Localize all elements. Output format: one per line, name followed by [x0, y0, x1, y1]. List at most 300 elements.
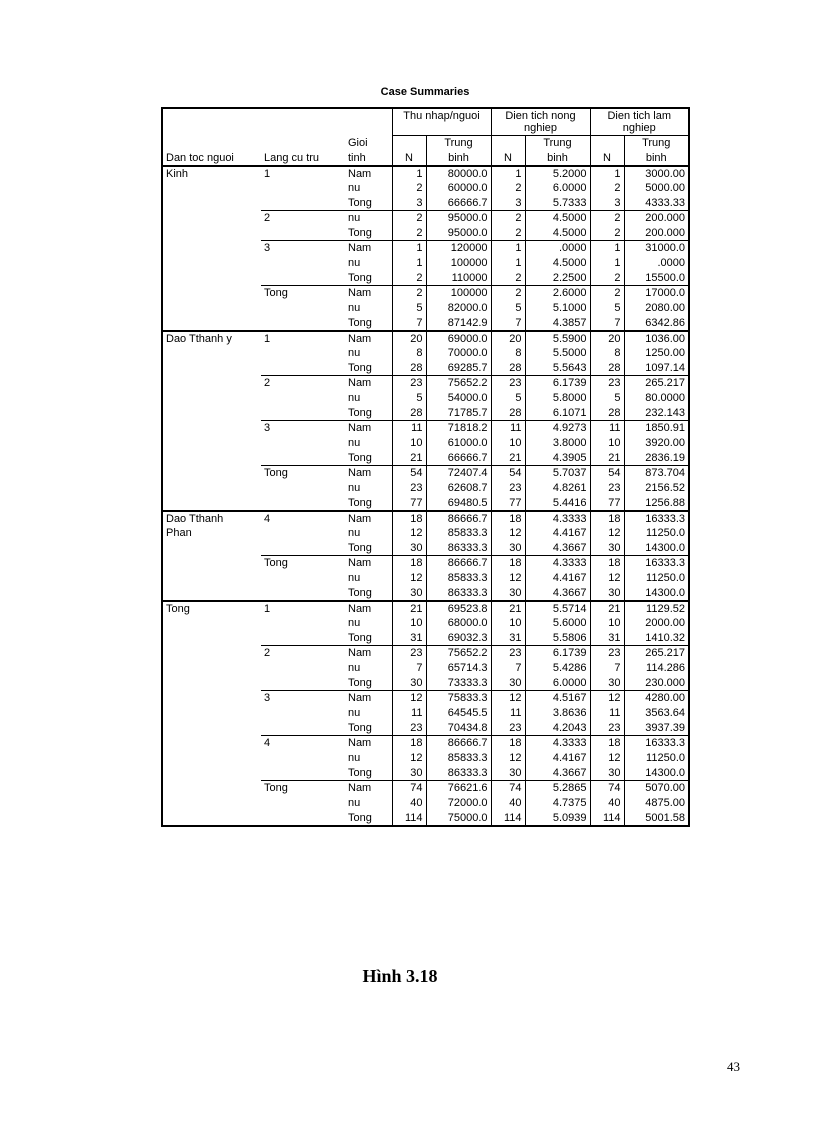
cell-ethnic: [162, 181, 261, 196]
cell-gender: nu: [348, 796, 361, 809]
cell-value: 75833.3: [426, 691, 491, 706]
cell-village: [261, 766, 345, 781]
cell-village: [261, 391, 345, 406]
table-row: [162, 781, 689, 796]
header-n-2: N: [491, 151, 525, 166]
cell-value: 54000.0: [426, 391, 491, 406]
cell-value: 69000.0: [426, 331, 491, 346]
cell-value: 11: [392, 706, 426, 721]
cell-value: 1: [491, 256, 525, 271]
cell-value: 11: [392, 421, 426, 436]
cell-gender: nu: [348, 616, 361, 629]
cell-ethnic: Dao Tthanh y: [162, 331, 261, 346]
cell-village: [261, 676, 345, 691]
cell-village: [261, 481, 345, 496]
cell-ethnic: Kinh: [162, 166, 261, 181]
cell-ethnic: [162, 766, 261, 781]
cell-value: 23: [392, 721, 426, 736]
cell-value: 69285.7: [426, 361, 491, 376]
cell-value: 18: [491, 736, 525, 751]
cell-gender: Nam: [348, 737, 372, 749]
cell-value: 1410.32: [624, 631, 689, 646]
cell-value: 1: [590, 256, 624, 271]
cell-value: 5.5643: [525, 361, 590, 376]
table-row: [162, 451, 689, 466]
cell-value: 77: [590, 496, 624, 511]
cell-value: 86666.7: [426, 511, 491, 526]
cell-value: 16333.3: [624, 511, 689, 526]
cell-gender: Tong: [345, 226, 392, 241]
cell-gender: Nam: [348, 647, 372, 659]
cell-ethnic: [162, 661, 261, 676]
cell-value: 1: [590, 166, 624, 181]
cell-village: [261, 526, 345, 541]
cell-value: 74: [491, 781, 525, 796]
cell-value: 30: [590, 676, 624, 691]
cell-value: 54: [491, 466, 525, 481]
cell-village: Tong: [264, 287, 288, 299]
cell-value: 1850.91: [624, 421, 689, 436]
cell-value: 3: [590, 196, 624, 211]
cell-value: 30: [392, 586, 426, 601]
cell-village: Tong: [264, 782, 288, 794]
cell-value: 3.8000: [525, 436, 590, 451]
cell-village: [261, 811, 345, 826]
cell-value: 6.0000: [525, 676, 590, 691]
cell-value: 14300.0: [624, 541, 689, 556]
cell-value: 71785.7: [426, 406, 491, 421]
cell-ethnic: [162, 571, 261, 586]
cell-value: 10: [392, 616, 426, 631]
cell-value: 12: [590, 751, 624, 766]
cell-value: 23: [590, 376, 624, 391]
cell-village: 2: [264, 647, 271, 659]
cell-value: 23: [392, 646, 426, 661]
cell-value: 74: [590, 781, 624, 796]
cell-value: 23: [392, 481, 426, 496]
cell-ethnic: [162, 691, 261, 706]
cell-value: 2156.52: [624, 481, 689, 496]
table-row: [162, 436, 689, 451]
table-row: [162, 721, 689, 736]
table-row: [162, 226, 689, 241]
cell-value: 2: [392, 211, 426, 226]
cell-village: [261, 361, 345, 376]
table-row: [162, 616, 689, 631]
cell-gender: Tong: [345, 271, 392, 286]
cell-gender: Nam: [348, 602, 372, 615]
cell-value: 2.2500: [525, 271, 590, 286]
cell-value: 4875.00: [624, 796, 689, 811]
cell-value: 4.5167: [525, 691, 590, 706]
cell-value: 23: [491, 646, 525, 661]
cell-value: 28: [392, 361, 426, 376]
table-row: [162, 691, 689, 706]
cell-value: 18: [491, 556, 525, 571]
cell-value: 77: [392, 496, 426, 511]
cell-value: 6.1739: [525, 376, 590, 391]
table-row: [162, 271, 689, 286]
cell-gender: Nam: [348, 242, 372, 254]
cell-ethnic: [162, 706, 261, 721]
cell-ethnic: [162, 736, 261, 751]
cell-village: [261, 796, 345, 811]
cell-ethnic: [162, 811, 261, 826]
cell-village: [261, 226, 345, 241]
cell-value: 10: [491, 436, 525, 451]
cell-village: [261, 706, 345, 721]
cell-value: 18: [392, 736, 426, 751]
cell-value: 5.5000: [525, 346, 590, 361]
table-row: [162, 346, 689, 361]
cell-value: 230.000: [624, 676, 689, 691]
cell-value: 5: [392, 301, 426, 316]
cell-value: 2: [491, 286, 525, 301]
table-row: [162, 556, 689, 571]
cell-value: 2836.19: [624, 451, 689, 466]
page-number: 43: [727, 1059, 740, 1074]
table-row: [162, 571, 689, 586]
cell-value: 21: [491, 601, 525, 616]
cell-ethnic: [162, 586, 261, 601]
cell-value: 18: [590, 511, 624, 526]
table-row: [162, 196, 689, 211]
cell-gender: nu: [348, 301, 361, 314]
header-gender-1: Gioi: [348, 136, 368, 149]
cell-value: 6.1739: [525, 646, 590, 661]
table-row: [162, 376, 689, 391]
cell-value: 16333.3: [624, 556, 689, 571]
cell-value: 4.5000: [525, 211, 590, 226]
cell-gender: nu: [348, 212, 361, 224]
cell-value: 5.8000: [525, 391, 590, 406]
cell-value: 5: [590, 301, 624, 316]
cell-ethnic: [162, 751, 261, 766]
cell-village: [261, 496, 345, 511]
cell-value: 12: [392, 751, 426, 766]
cell-value: 3: [392, 196, 426, 211]
cell-value: 1129.52: [624, 601, 689, 616]
cell-ethnic: [162, 226, 261, 241]
cell-value: 54: [590, 466, 624, 481]
cell-value: 2: [590, 271, 624, 286]
cell-value: 28: [491, 361, 525, 376]
cell-value: 54: [392, 466, 426, 481]
cell-value: 12: [392, 691, 426, 706]
cell-ethnic: [162, 256, 261, 271]
table-row: [162, 241, 689, 256]
header-village: Lang cu tru: [261, 151, 345, 166]
header-ethnic: Dan toc nguoi: [162, 151, 261, 166]
cell-ethnic: [162, 481, 261, 496]
header-forest-area: Dien tich lam nghiep: [590, 108, 689, 136]
header-mean-1b: binh: [426, 151, 491, 166]
cell-value: 5000.00: [624, 181, 689, 196]
table-row: [162, 301, 689, 316]
cell-value: 66666.7: [426, 451, 491, 466]
cell-value: 23: [491, 376, 525, 391]
cell-value: 1256.88: [624, 496, 689, 511]
cell-value: 12: [491, 691, 525, 706]
cell-ethnic: [162, 796, 261, 811]
cell-value: 265.217: [624, 646, 689, 661]
cell-value: 2: [392, 226, 426, 241]
cell-value: 4.9273: [525, 421, 590, 436]
cell-value: 40: [392, 796, 426, 811]
cell-value: 11: [590, 421, 624, 436]
cell-value: 40: [491, 796, 525, 811]
cell-value: 114: [590, 811, 624, 826]
cell-value: 1: [392, 166, 426, 181]
cell-value: 5.4286: [525, 661, 590, 676]
cell-value: 23: [590, 721, 624, 736]
cell-value: 4.3667: [525, 766, 590, 781]
cell-village: Tong: [264, 467, 288, 479]
cell-ethnic: [162, 286, 261, 301]
cell-village: [261, 406, 345, 421]
cell-value: 28: [392, 406, 426, 421]
cell-value: 3920.00: [624, 436, 689, 451]
cell-value: 2: [491, 226, 525, 241]
cell-value: 4333.33: [624, 196, 689, 211]
cell-value: 23: [590, 646, 624, 661]
cell-value: 1: [392, 256, 426, 271]
cell-value: 10: [491, 616, 525, 631]
cell-value: 30: [392, 766, 426, 781]
table-row: [162, 316, 689, 331]
cell-ethnic: [162, 346, 261, 361]
cell-value: 85833.3: [426, 751, 491, 766]
cell-value: 2.6000: [525, 286, 590, 301]
cell-village: [261, 541, 345, 556]
table-row: [162, 676, 689, 691]
cell-value: 4.5000: [525, 226, 590, 241]
table-row: [162, 286, 689, 301]
cell-value: 873.704: [624, 466, 689, 481]
cell-gender: Nam: [348, 167, 372, 180]
header-agri-area: Dien tich nong nghiep: [491, 108, 590, 136]
table-row: [162, 466, 689, 481]
cell-village: [261, 346, 345, 361]
cell-value: 100000: [426, 256, 491, 271]
cell-gender: Nam: [348, 332, 372, 345]
cell-value: 4.3905: [525, 451, 590, 466]
cell-value: 4.8261: [525, 481, 590, 496]
cell-ethnic: [162, 541, 261, 556]
cell-village: 3: [264, 422, 271, 434]
cell-gender: Nam: [348, 377, 372, 389]
cell-value: 5.2000: [525, 166, 590, 181]
cell-value: 5.7037: [525, 466, 590, 481]
cell-value: 64545.5: [426, 706, 491, 721]
cell-value: 74: [392, 781, 426, 796]
cell-value: 1: [491, 241, 525, 256]
header-n-3: N: [590, 151, 624, 166]
cell-value: 100000: [426, 286, 491, 301]
header-mean-3a: Trung: [624, 136, 689, 151]
cell-value: 11: [491, 421, 525, 436]
cell-value: 30: [590, 586, 624, 601]
cell-gender: nu: [348, 706, 361, 719]
table-row: [162, 811, 689, 826]
cell-gender: Tong: [345, 496, 392, 511]
cell-value: 14300.0: [624, 766, 689, 781]
cell-ethnic: [162, 781, 261, 796]
cell-value: 4.7375: [525, 796, 590, 811]
cell-value: 86666.7: [426, 736, 491, 751]
cell-value: 20: [590, 331, 624, 346]
cell-value: 18: [590, 556, 624, 571]
cell-value: 3937.39: [624, 721, 689, 736]
cell-ethnic: [162, 196, 261, 211]
cell-gender: nu: [348, 481, 361, 494]
cell-value: 2: [392, 271, 426, 286]
cell-gender: nu: [348, 256, 361, 269]
cell-value: 18: [491, 511, 525, 526]
cell-value: 1: [491, 166, 525, 181]
table-row: [162, 391, 689, 406]
cell-value: 232.143: [624, 406, 689, 421]
table-row: [162, 526, 689, 541]
cell-value: 5: [491, 391, 525, 406]
cell-gender: Nam: [348, 512, 372, 525]
cell-ethnic: [162, 361, 261, 376]
cell-value: 4.3857: [525, 316, 590, 331]
cell-gender: Nam: [348, 287, 372, 299]
cell-value: 7: [392, 316, 426, 331]
cell-value: 1: [590, 241, 624, 256]
cell-value: 2: [590, 211, 624, 226]
cell-value: 2080.00: [624, 301, 689, 316]
cell-value: 31: [491, 631, 525, 646]
cell-value: 5.7333: [525, 196, 590, 211]
table-row: [162, 421, 689, 436]
cell-value: 80.0000: [624, 391, 689, 406]
cell-value: 12: [491, 571, 525, 586]
cell-ethnic: [162, 466, 261, 481]
cell-value: 30: [590, 766, 624, 781]
cell-value: 5.2865: [525, 781, 590, 796]
cell-value: 69523.8: [426, 601, 491, 616]
cell-value: 21: [392, 601, 426, 616]
cell-value: 31000.0: [624, 241, 689, 256]
cell-gender: Tong: [345, 196, 392, 211]
cell-value: 61000.0: [426, 436, 491, 451]
cell-value: 69480.5: [426, 496, 491, 511]
cell-gender: Nam: [348, 557, 372, 569]
cell-value: 7: [392, 661, 426, 676]
cell-ethnic: Tong: [162, 601, 261, 616]
cell-village: [261, 571, 345, 586]
cell-value: 12: [392, 526, 426, 541]
cell-ethnic: [162, 496, 261, 511]
cell-ethnic: [162, 436, 261, 451]
cell-value: 66666.7: [426, 196, 491, 211]
cell-value: 65714.3: [426, 661, 491, 676]
cell-value: 6.1071: [525, 406, 590, 421]
cell-value: 15500.0: [624, 271, 689, 286]
cell-value: 68000.0: [426, 616, 491, 631]
cell-village: [261, 661, 345, 676]
table-row: [162, 256, 689, 271]
table-row: [162, 166, 689, 181]
cell-village: 1: [264, 167, 271, 180]
cell-value: 6342.86: [624, 316, 689, 331]
cell-ethnic: [162, 721, 261, 736]
cell-village: 4: [264, 737, 271, 749]
cell-value: 10: [392, 436, 426, 451]
table-row: [162, 706, 689, 721]
cell-value: 7: [590, 316, 624, 331]
cell-value: 7: [590, 661, 624, 676]
cell-value: 60000.0: [426, 181, 491, 196]
table-row: [162, 541, 689, 556]
cell-village: [261, 196, 345, 211]
table-row: [162, 211, 689, 226]
cell-value: 95000.0: [426, 226, 491, 241]
cell-value: 23: [590, 481, 624, 496]
cell-gender: nu: [348, 436, 361, 449]
cell-value: 16333.3: [624, 736, 689, 751]
cell-value: 75652.2: [426, 376, 491, 391]
cell-ethnic: [162, 631, 261, 646]
cell-value: 5070.00: [624, 781, 689, 796]
case-summaries-table: [161, 107, 690, 827]
cell-value: 5.5714: [525, 601, 590, 616]
cell-value: 4.3333: [525, 556, 590, 571]
cell-value: 110000: [426, 271, 491, 286]
cell-gender: Nam: [348, 692, 372, 704]
table-row: [162, 481, 689, 496]
cell-value: 30: [491, 586, 525, 601]
cell-gender: nu: [348, 346, 361, 359]
table-row: [162, 661, 689, 676]
cell-village: [261, 316, 345, 331]
cell-gender: Tong: [345, 316, 392, 331]
cell-value: 200.000: [624, 226, 689, 241]
cell-value: 75652.2: [426, 646, 491, 661]
cell-value: 1097.14: [624, 361, 689, 376]
cell-gender: Tong: [345, 721, 392, 736]
cell-gender: Tong: [345, 586, 392, 601]
cell-value: 1036.00: [624, 331, 689, 346]
cell-ethnic: [162, 391, 261, 406]
cell-ethnic: Dao Tthanh: [162, 511, 261, 526]
cell-value: 2: [392, 286, 426, 301]
table-row: [162, 751, 689, 766]
cell-ethnic: [162, 241, 261, 256]
cell-gender: Tong: [345, 676, 392, 691]
cell-value: 4.3333: [525, 736, 590, 751]
cell-value: 12: [392, 571, 426, 586]
cell-village: [261, 256, 345, 271]
cell-ethnic: [162, 676, 261, 691]
cell-value: 11250.0: [624, 571, 689, 586]
cell-village: [261, 271, 345, 286]
cell-value: 12: [491, 526, 525, 541]
cell-village: 2: [264, 377, 271, 389]
cell-value: 30: [491, 541, 525, 556]
cell-value: 86333.3: [426, 586, 491, 601]
table-row: [162, 766, 689, 781]
cell-value: 69032.3: [426, 631, 491, 646]
cell-value: 5.5900: [525, 331, 590, 346]
header-mean-2a: Trung: [525, 136, 590, 151]
table-row: [162, 736, 689, 751]
figure-caption: Hình 3.18: [362, 966, 438, 986]
cell-value: 12: [590, 526, 624, 541]
cell-value: 23: [392, 376, 426, 391]
